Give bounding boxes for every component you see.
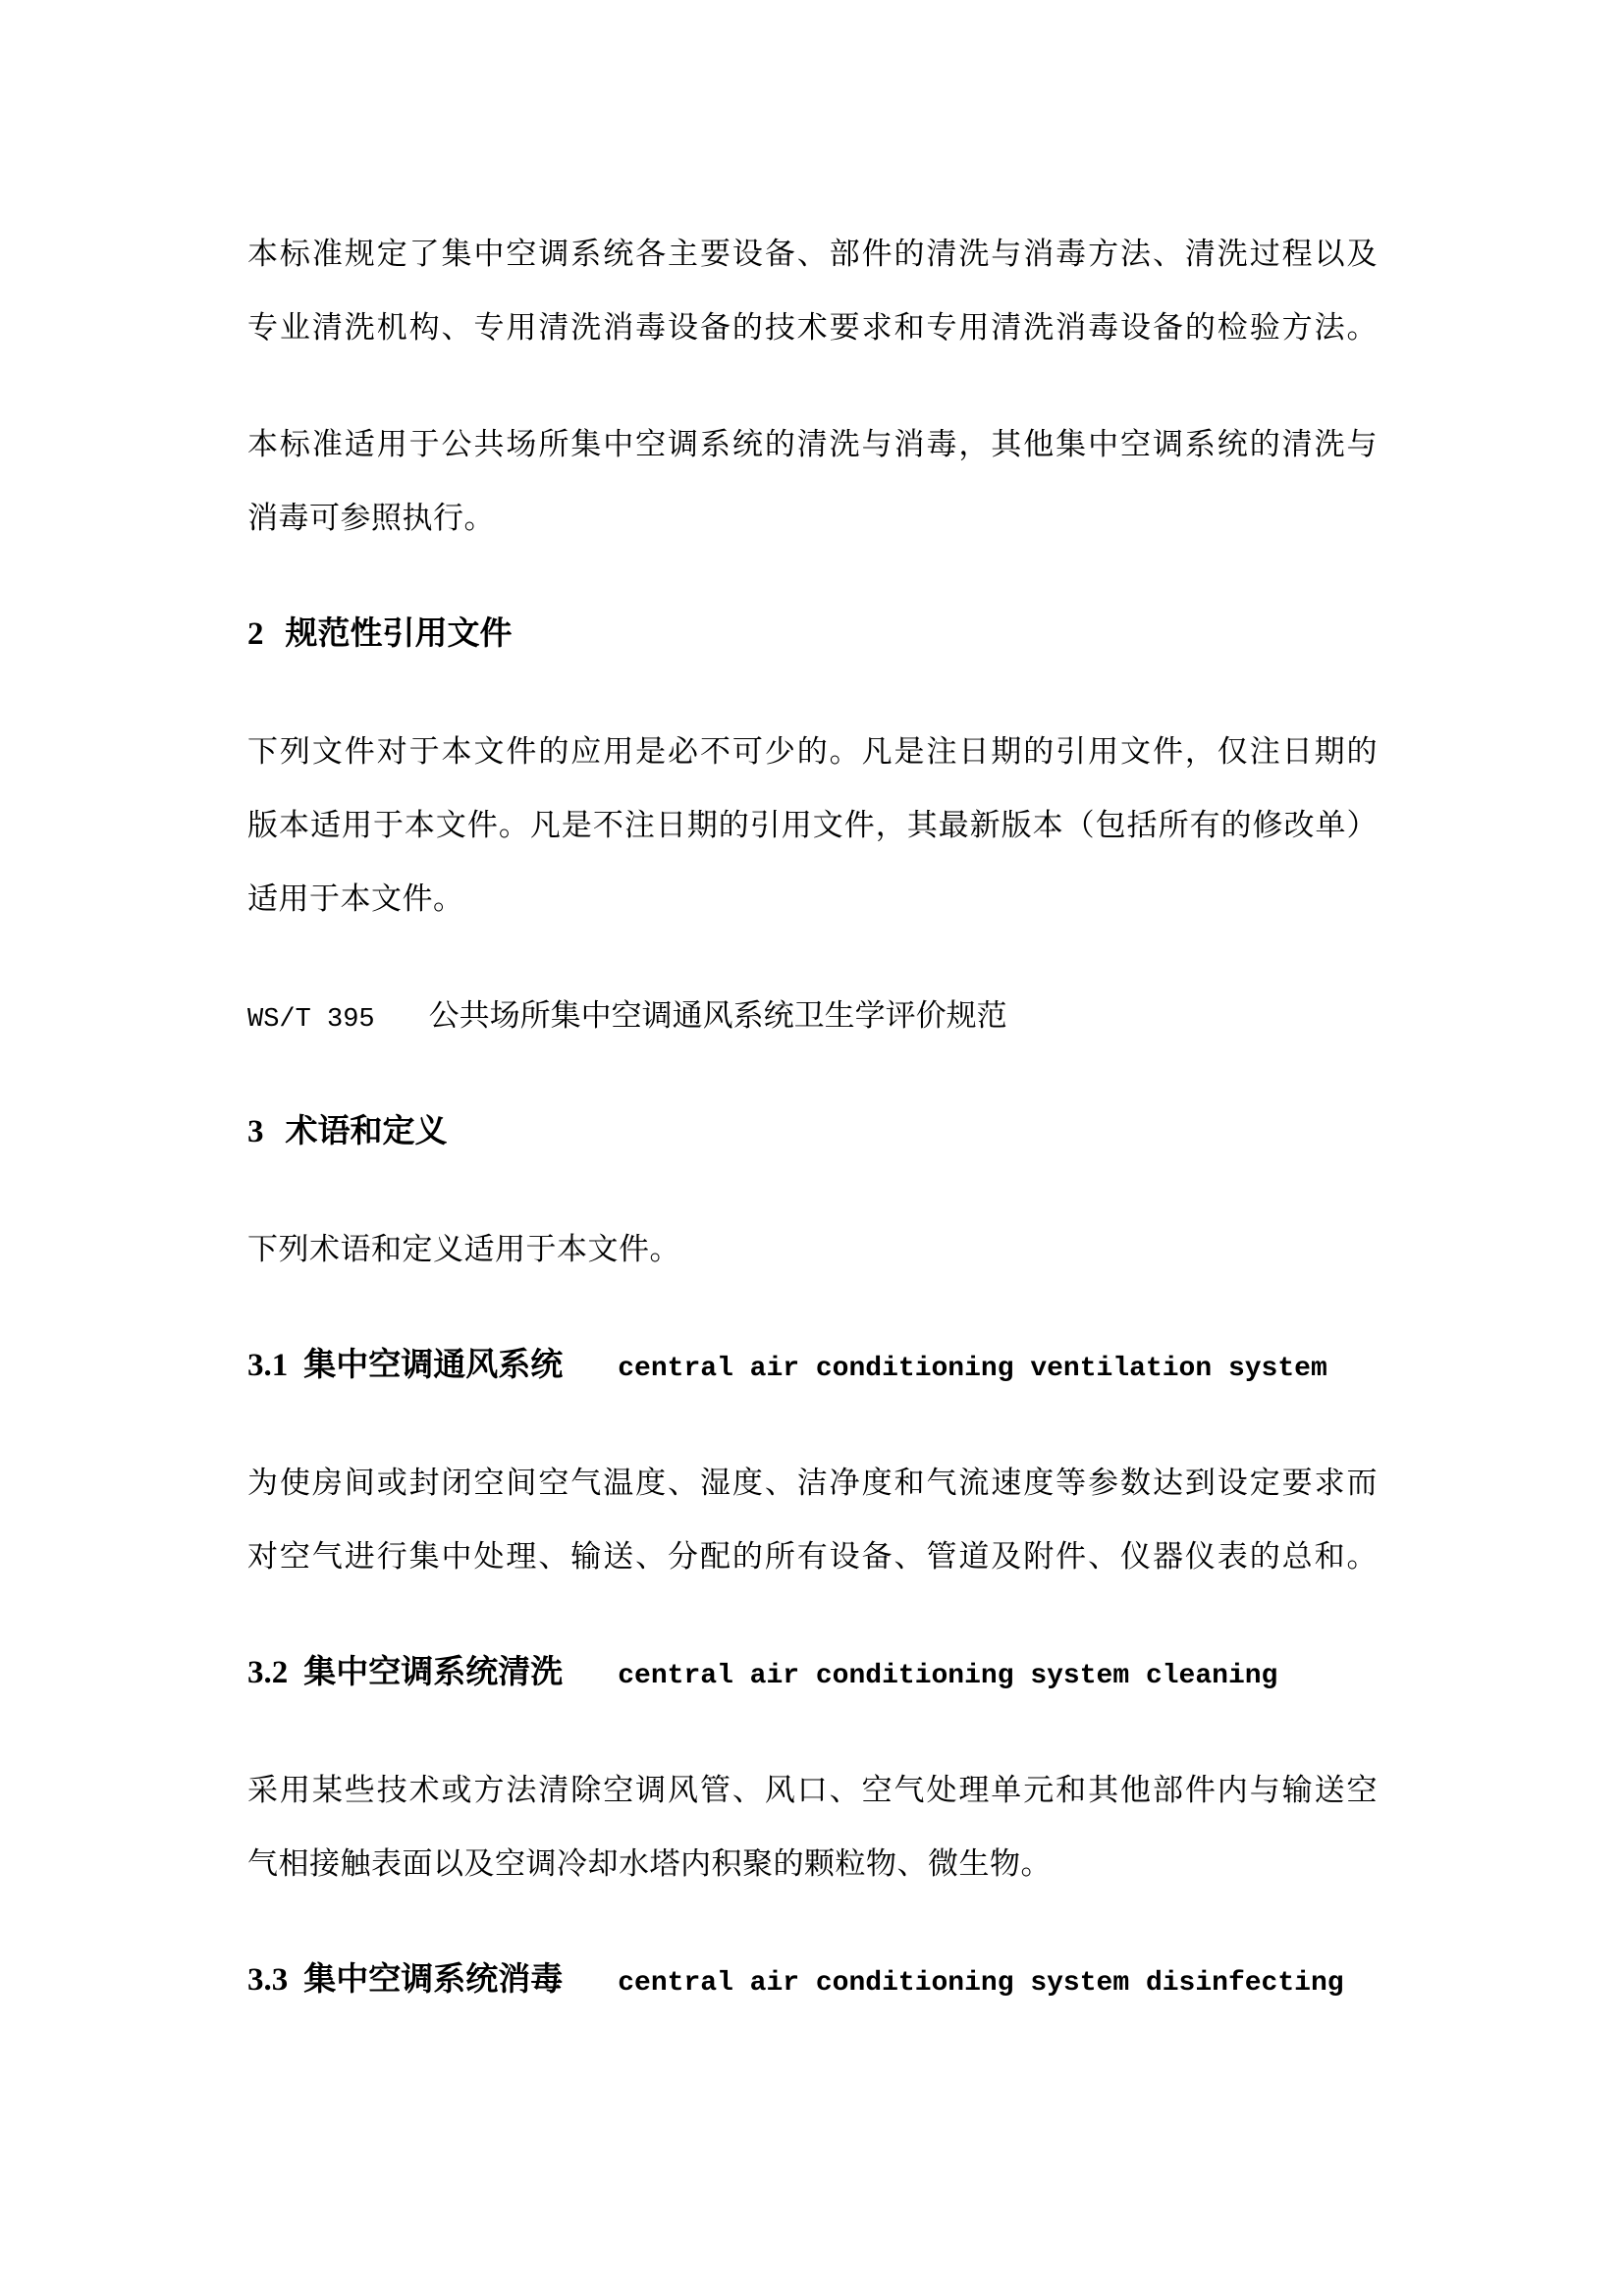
reference-entry: [247, 979, 1378, 1052]
paragraph-scope-1: [247, 217, 1378, 364]
term-title-en: central air conditioning system cleaning: [618, 1661, 1278, 1691]
text-line: 下列术语和定义适用于本文件。: [247, 1232, 680, 1266]
text-line: 采用某些技术或方法清除空调风管、风口、空气处理单元和其他部件内与输送空: [247, 1773, 1378, 1807]
standard-code: WS/T 395: [247, 1005, 375, 1035]
text-line: 为使房间或封闭空间空气温度、湿度、洁净度和气流速度等参数达到设定要求而: [247, 1466, 1378, 1500]
term-title-zh: 集中空调系统消毒: [303, 1962, 564, 1998]
paragraph-term-3-2-definition: [247, 1753, 1378, 1900]
text-line: 本标准适用于公共场所集中空调系统的清洗与消毒，其他集中空调系统的清洗与: [247, 427, 1378, 461]
term-title-en: central air conditioning system disinfecting: [618, 1968, 1344, 1999]
text-line: 对空气进行集中处理、输送、分配的所有设备、管道及附件、仪器仪表的总和。: [247, 1539, 1378, 1574]
term-number: 3.1: [247, 1348, 289, 1383]
clause-title: 术语和定义: [285, 1114, 448, 1149]
clause-number: 3: [247, 1114, 264, 1149]
clause-heading-2: [247, 598, 1378, 671]
paragraph-scope-2: [247, 407, 1378, 555]
term-title-zh: 集中空调系统清洗: [303, 1655, 564, 1690]
paragraph-references-intro: [247, 715, 1378, 935]
term-heading-3-3: [247, 1944, 1378, 2017]
text-line: 本标准规定了集中空调系统各主要设备、部件的清洗与消毒方法、清洗过程以及: [247, 237, 1378, 271]
text-line: 适用于本文件。: [247, 881, 464, 916]
clause-title: 规范性引用文件: [285, 616, 513, 652]
term-number: 3.3: [247, 1962, 289, 1998]
standard-title: 公共场所集中空调通风系统卫生学评价规范: [428, 998, 1007, 1033]
paragraph-term-3-1-definition: [247, 1446, 1378, 1593]
paragraph-terms-intro: [247, 1212, 1378, 1286]
text-line: 消毒可参照执行。: [247, 501, 495, 535]
clause-heading-3: [247, 1095, 1378, 1169]
text-line: 版本适用于本文件。凡是不注日期的引用文件，其最新版本（包括所有的修改单）: [247, 808, 1378, 842]
document-content: [247, 217, 1378, 2017]
term-title-en: central air conditioning ventilation system: [618, 1354, 1327, 1384]
text-line: 下列文件对于本文件的应用是必不可少的。凡是注日期的引用文件，仅注日期的: [247, 734, 1378, 769]
term-heading-3-1: [247, 1329, 1378, 1403]
text-line: 专业清洗机构、专用清洗消毒设备的技术要求和专用清洗消毒设备的检验方法。: [247, 310, 1378, 345]
term-title-zh: 集中空调通风系统: [303, 1348, 564, 1383]
clause-number: 2: [247, 616, 264, 652]
term-heading-3-2: [247, 1636, 1378, 1710]
term-number: 3.2: [247, 1655, 289, 1690]
text-line: 气相接触表面以及空调冷却水塔内积聚的颗粒物、微生物。: [247, 1846, 1052, 1881]
